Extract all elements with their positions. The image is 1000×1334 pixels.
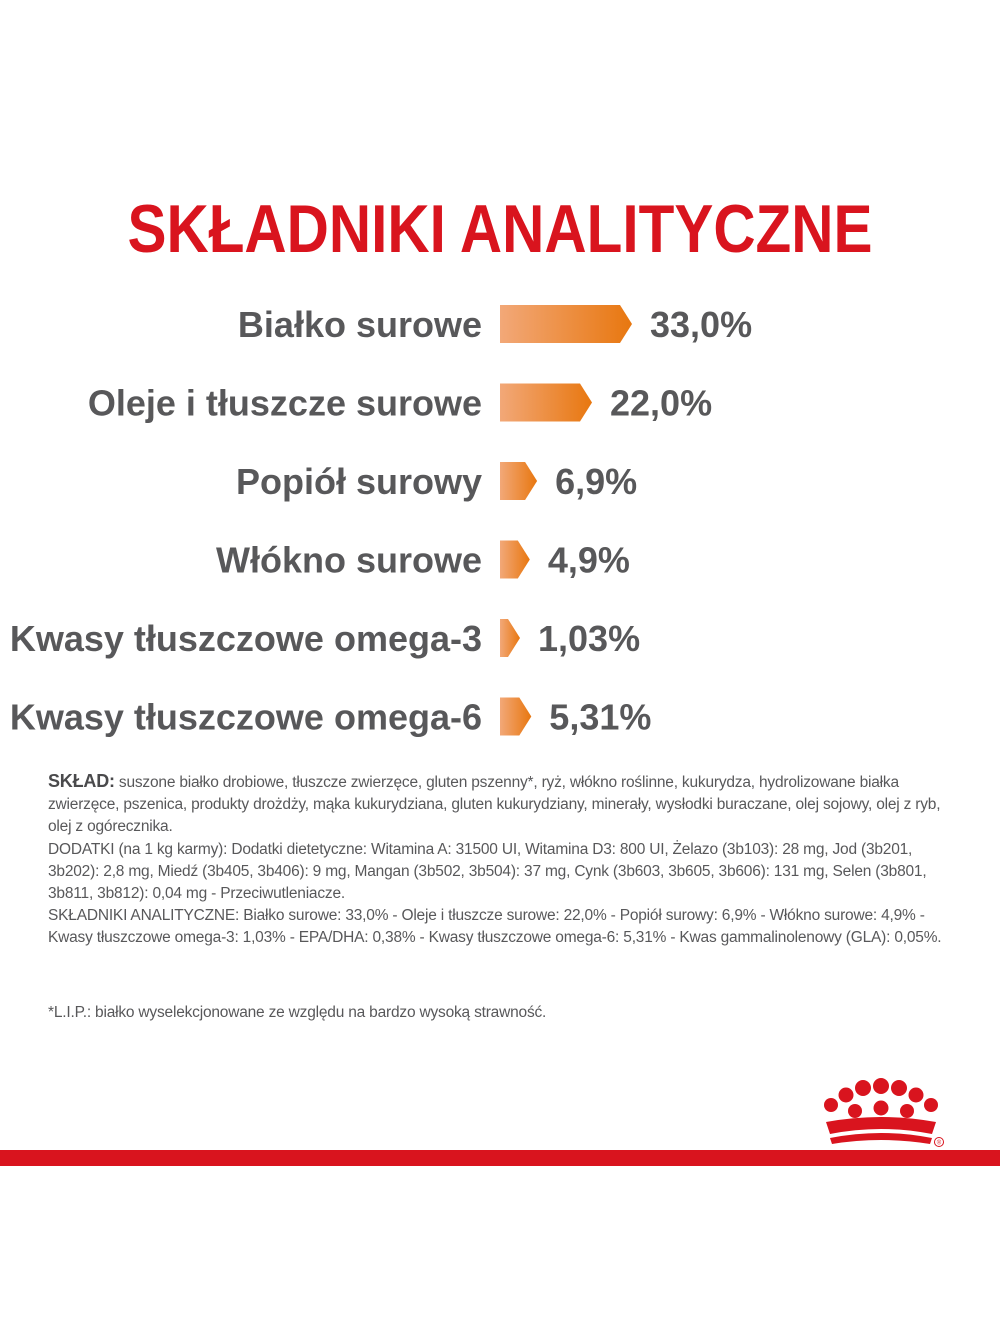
analytical-bar-chart [0, 290, 1000, 760]
category-label: Włókno surowe [215, 539, 482, 581]
registered-mark: ® [936, 1140, 942, 1147]
composition-block [48, 770, 960, 950]
footnote: *L.I.P.: białko wyselekcjonowane ze względu na bardzo wysoką strawność. [48, 1004, 547, 1021]
category-label: Białko surowe [237, 304, 482, 345]
category-label: Popiół surowy [235, 461, 482, 502]
analytical-text: SKŁADNIKI ANALITYCZNE: Białko surowe: 33,0% - Oleje i tłuszcze surowe: 22,0% - Popiół surowy: 6,9% - Włókno surowe: 4,9% - Kwasy tłuszczowe omega-3: 1,03% - EPA/DHA: 0,38% - Kwasy tłuszczowe omega-6: 5,31% - Kwas gammalinolenowy (GLA): 0,05%. [48, 907, 942, 947]
bar [500, 462, 537, 500]
ingredients-text: suszone białko drobiowe, tłuszcze zwierzęce, gluten pszenny*, ryż, włókno roślinne, kukurydza, hydrolizowane białka zwierzęce, pszenica, produkty drożdży, mąka kukurydziana, gluten kukurydziany, minerały, wysłodki buraczane, olej sojowy, olej z ryb, olej z ogórecznika. [48, 774, 941, 836]
red-divider-line [0, 1150, 1000, 1166]
value-label: 5,31% [549, 696, 652, 738]
category-label: Kwasy tłuszczowe omega-3 [9, 618, 482, 659]
category-label: Kwasy tłuszczowe omega-6 [9, 696, 482, 738]
bar [500, 384, 592, 422]
category-label: Oleje i tłuszcze surowe [87, 382, 482, 424]
value-label: 22,0% [610, 382, 713, 424]
value-label: 6,9% [555, 461, 638, 502]
additives-text: DODATKI (na 1 kg karmy): Dodatki dietetyczne: Witamina A: 31500 UI, Witamina D3: 800 UI, Żelazo (3b103): 28 mg, Jod (3b201, 3b202): 2,8 mg, Miedź (3b405, 3b406): 9 mg, Mangan (3b502, 3b504): 37 mg, Cynk (3b603, 3b605, 3b606): 131 mg, Selen (3b801, 3b811, 3b812): 0,04 mg - Przeciwutleniacze. [48, 840, 927, 903]
value-label: 4,9% [547, 539, 630, 581]
bar [500, 305, 632, 343]
bar [500, 698, 531, 736]
composition-heading: SKŁAD: [48, 771, 115, 791]
chart-title: SKŁADNIKI ANALITYCZNE [127, 191, 873, 267]
value-label: 33,0% [650, 304, 753, 345]
bar [500, 619, 520, 657]
ingredients-paragraph [48, 770, 960, 839]
royal-canin-crown-icon [818, 1078, 944, 1158]
bar [500, 541, 530, 579]
value-label: 1,03% [538, 618, 641, 659]
